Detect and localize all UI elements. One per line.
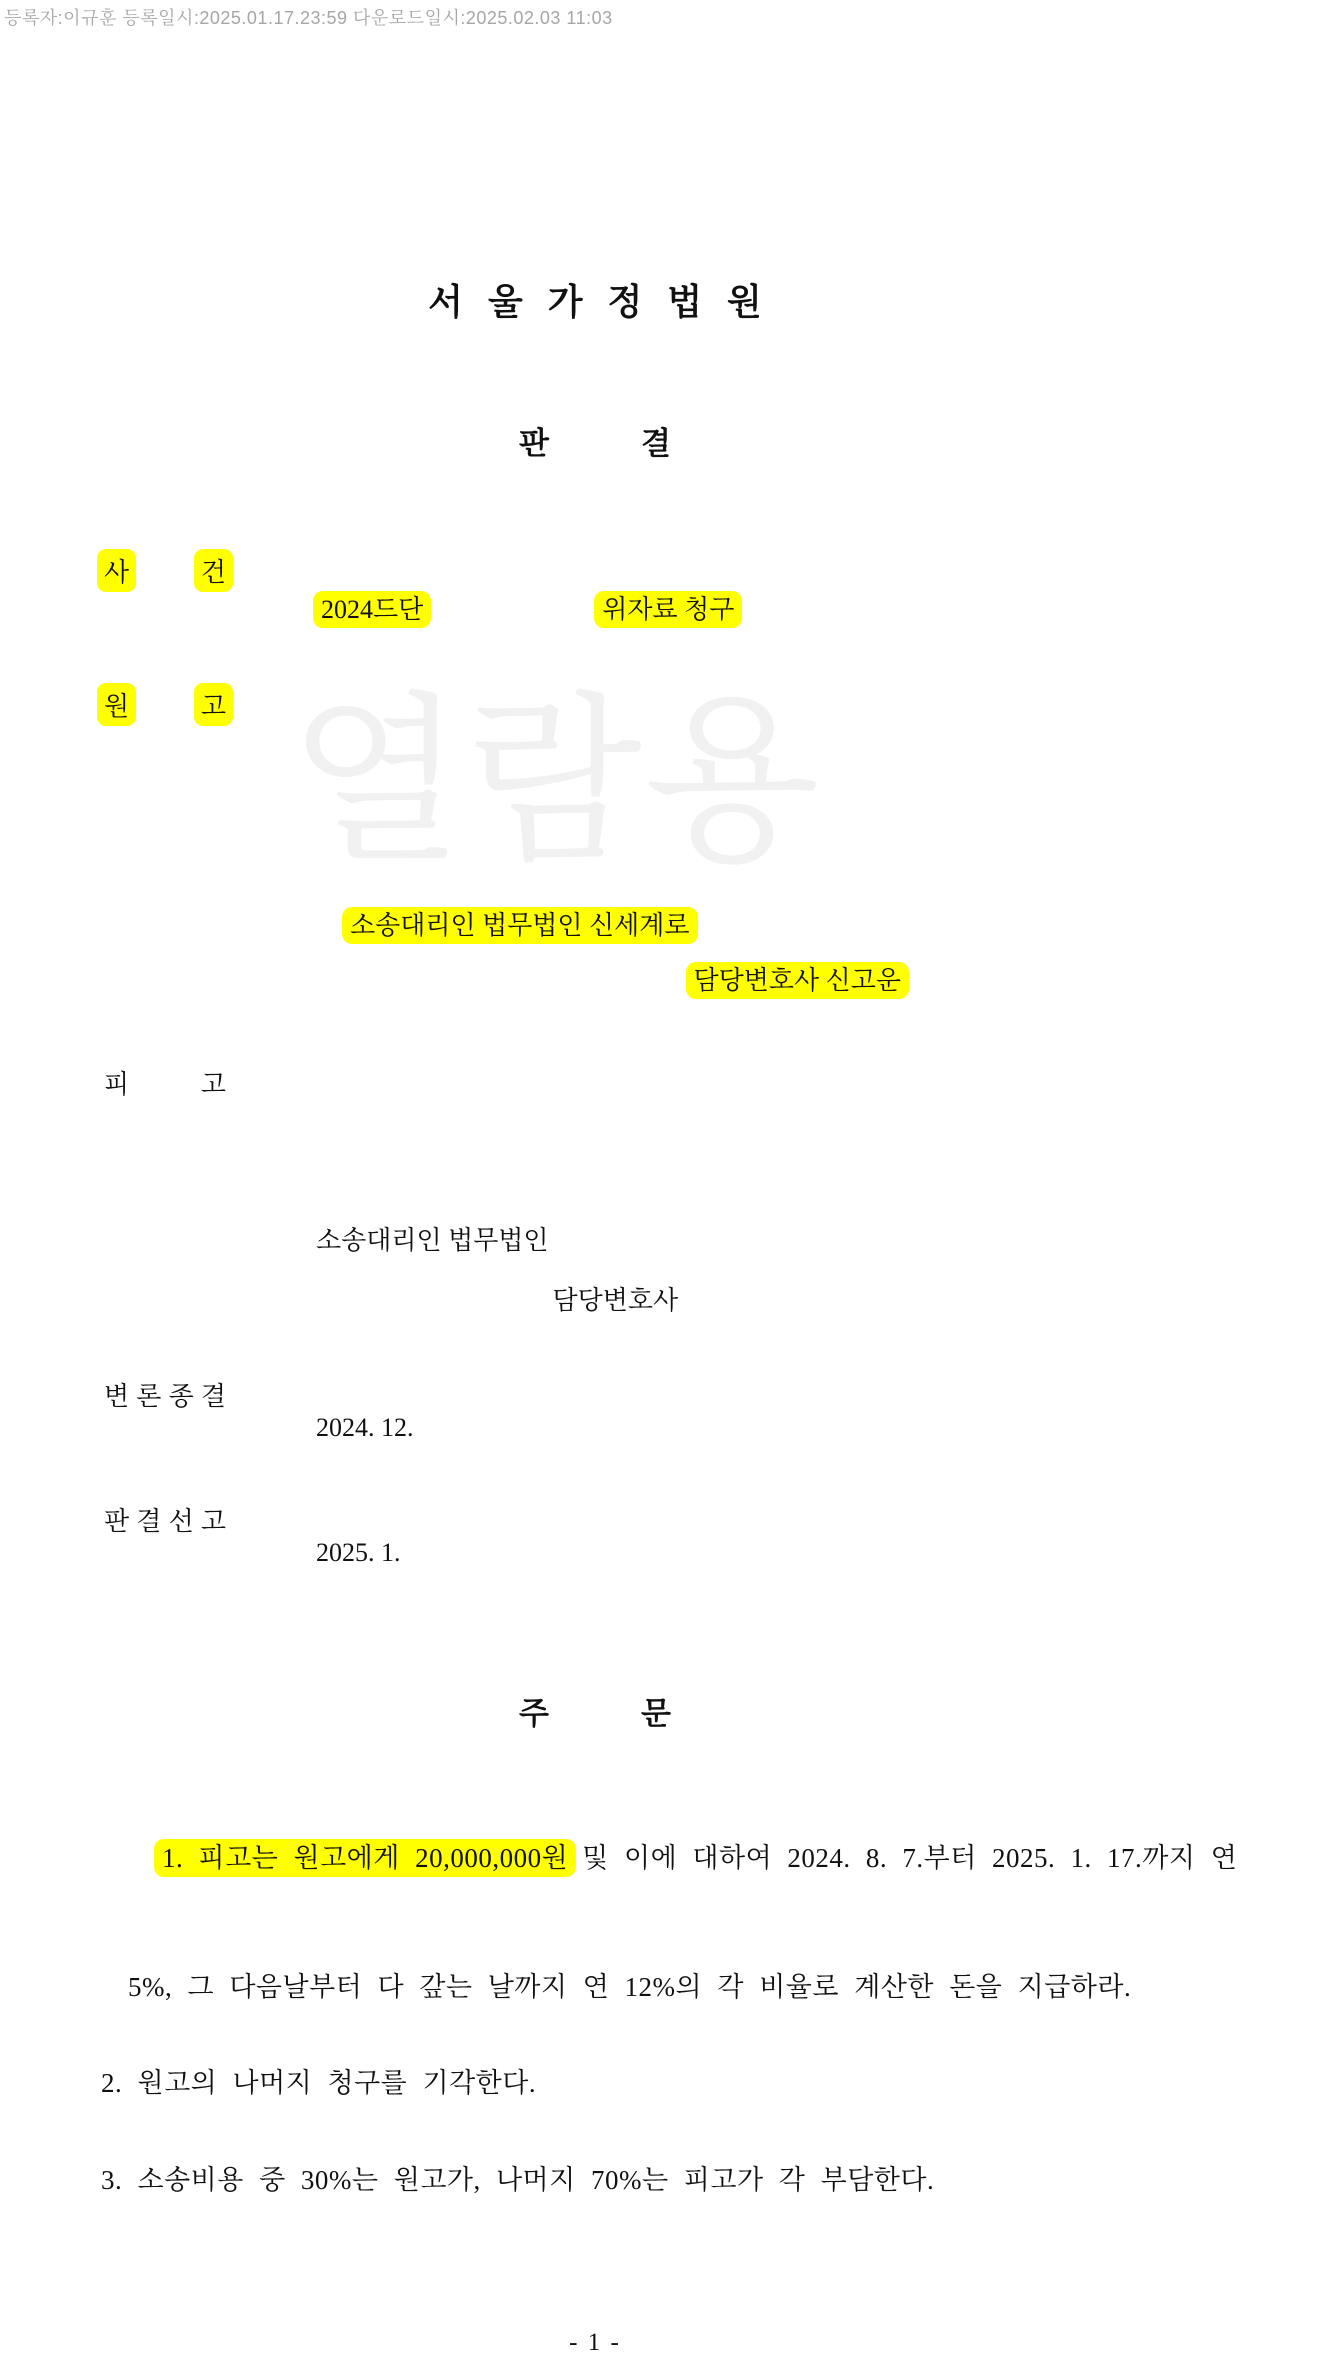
plaintiff-attorney-name: 담당변호사 신고운 <box>694 966 901 995</box>
viewing-copy-watermark: 열람용 <box>288 683 822 884</box>
case-number: 2024드단 <box>321 595 423 624</box>
order-item-3: 3. 소송비용 중 30%는 원고가, 나머지 70%는 피고가 각 부담한다. <box>101 2165 935 2195</box>
registration-info: 등록자:이규훈 등록일시:2025.01.17.23:59 다운로드일시:2025.02.03 11:03 <box>4 8 613 28</box>
court-name-title: 서울가정법원 <box>428 281 787 322</box>
plaintiff-label: 원 고 <box>104 686 226 723</box>
closing-arguments-label: 변 론 종 결 <box>104 1382 226 1411</box>
defendant-label: 피 고 <box>104 1070 226 1099</box>
plaintiff-attorney-firm: 소송대리인 법무법인 신세계로 <box>350 911 690 940</box>
defendant-attorney-name: 담당변호사 <box>552 1286 679 1315</box>
order-item-1-line-2: 5%, 그 다음날부터 다 갚는 날까지 연 12%의 각 비율로 계산한 돈을 지급하라. <box>128 1972 1132 2002</box>
order-item-1-rest: 및 이에 대하여 2024. 8. 7.부터 2025. 1. 17.까지 연 <box>582 1843 1238 1873</box>
order-item-2: 2. 원고의 나머지 청구를 기각한다. <box>101 2068 537 2098</box>
sentencing-label: 판 결 선 고 <box>104 1507 226 1536</box>
order-item-1-line-1 <box>101 1805 1291 1906</box>
case-title: 위자료 청구 <box>602 595 734 624</box>
sentencing-date: 2025. 1. <box>316 1538 401 1567</box>
case-label: 사 건 <box>104 552 226 589</box>
document-type-heading: 판결 <box>519 426 763 461</box>
closing-arguments-date: 2024. 12. <box>316 1413 414 1442</box>
order-item-1-highlighted: 1. 피고는 원고에게 20,000,000원 <box>154 1839 576 1877</box>
page-number: - 1 - <box>569 2329 621 2356</box>
defendant-attorney-firm: 소송대리인 법무법인 <box>316 1226 549 1255</box>
order-heading: 주문 <box>519 1696 763 1731</box>
